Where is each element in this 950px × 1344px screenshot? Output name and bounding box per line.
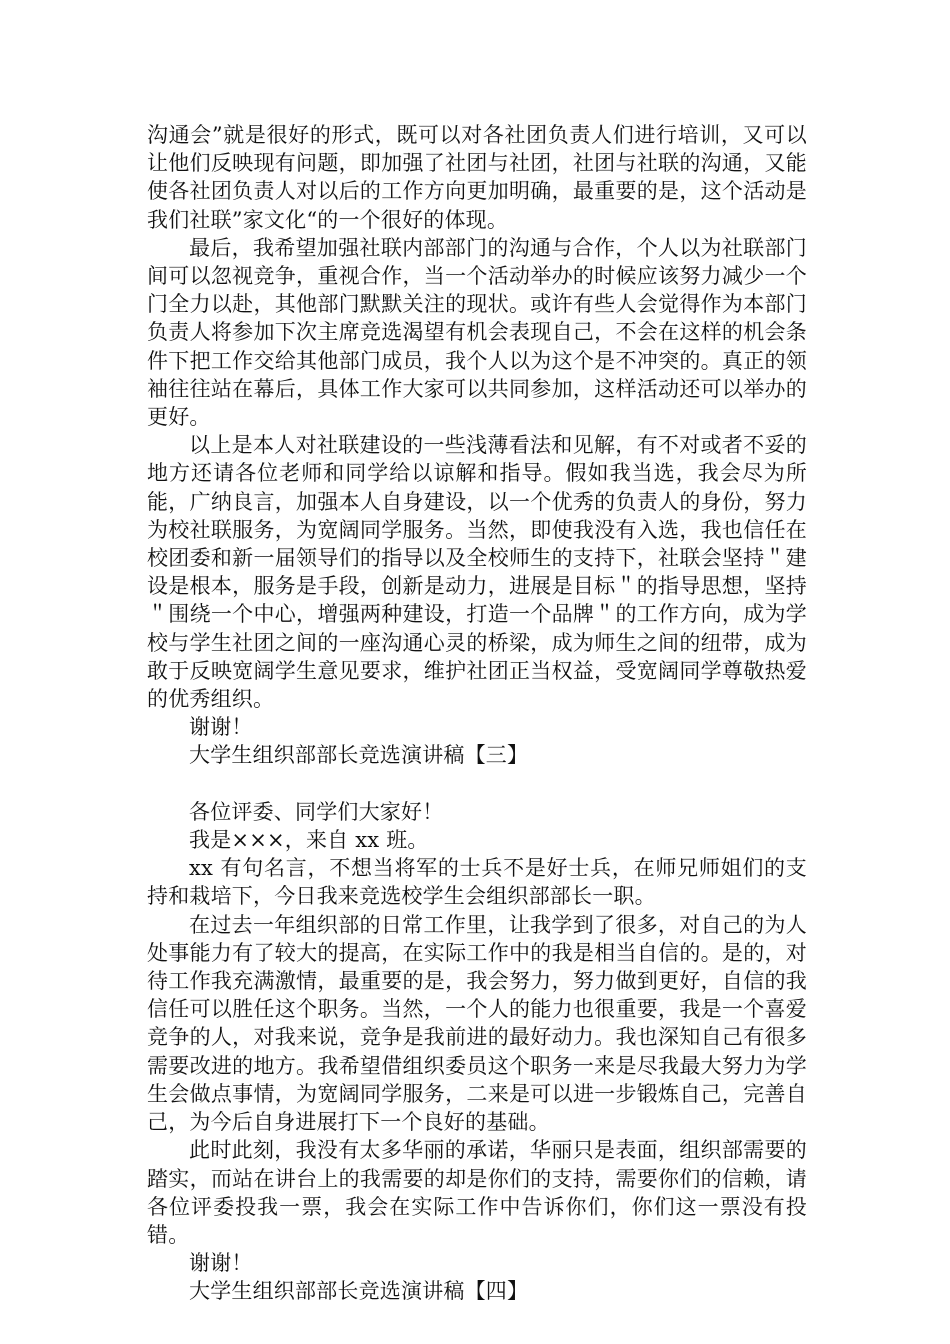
closing-thanks-1: 谢谢！ [189,715,253,740]
paragraph-3: 以上是本人对社联建设的一些浅薄看法和见解，有不对或者不妥的地方还请各位老师和同学给以谅解和指导。假如我当选，我会尽为所能，广纳良言，加强本人自身建设，以一个优秀的负责人的身份，努力为校社联服务，为宽阔同学服务。当然，即使我没有入选，我也信任在校团委和新一届领导们的指导以及全校师生的支持下，社联会坚持＂建设是根本，服务是手段，创新是动力，进展是目标＂的指导思想，坚持＂围绕一个中心，增强两种建设，打造一个品牌＂的工作方向，成为学校与学生社团之间的一座沟通心灵的桥梁，成为师生之间的纽带，成为敢于反映宽阔学生意见要求，维护社团正当权益，受宽阔同学尊敬热爱的优秀组织。 [147,433,807,712]
blank-line [147,770,807,798]
section-heading-3: 大学生组织部部长竞选演讲稿【三】 [189,743,529,768]
section-heading-4: 大学生组织部部长竞选演讲稿【四】 [189,1279,529,1304]
paragraph-appeal: 此时此刻，我没有太多华丽的承诺，华丽只是表面，组织部需要的踏实，而站在讲台上的我需要的却是你们的支持，需要你们的信赖，请各位评委投我一票，我会在实际工作中告诉你们，你们这一票没有投错。 [147,1138,807,1247]
document-body [147,121,807,1306]
paragraph-2: 最后，我希望加强社联内部部门的沟通与合作，个人以为社联部门间可以忽视竞争，重视合作，当一个活动举办的时候应该努力减少一个门全力以赴，其他部门默默关注的现状。或许有些人会觉得作为本部门负责人将参加下次主席竞选渴望有机会表现自己，不会在这样的机会条件下把工作交给其他部门成员，我个人以为这个是不冲突的。真正的领袖往往站在幕后，具体工作大家可以共同参加，这样活动还可以举办的更好。 [147,235,807,430]
closing-thanks-2: 谢谢！ [189,1251,253,1276]
self-introduction: 我是×××，来自 xx 班。 [189,828,429,853]
greeting: 各位评委、同学们大家好！ [189,799,444,824]
paragraph-motto: xx 有句名言，不想当将军的士兵不是好士兵，在师兄师姐们的支持和栽培下，今日我来竞选校学生会组织部部长一职。 [147,856,807,909]
paragraph-1: 沟通会”就是很好的形式，既可以对各社团负责人们进行培训，又可以让他们反映现有问题，即加强了社团与社团，社团与社联的沟通，又能使各社团负责人对以后的工作方向更加明确，最重要的是，这个活动是我们社联”家文化“的一个很好的体现。 [147,123,807,232]
paragraph-experience: 在过去一年组织部的日常工作里，让我学到了很多，对自己的为人处事能力有了较大的提高，在实际工作中的我是相当自信的。是的，对待工作我充满激情，最重要的是，我会努力，努力做到更好，自信的我信任可以胜任这个职务。当然，一个人的能力也很重要，我是一个喜爱竞争的人，对我来说，竞争是我前进的最好动力。我也深知自己有很多需要改进的地方。我希望借组织委员这个职务一来是尽我最大努力为学生会做点事情，为宽阔同学服务，二来是可以进一步锻炼自己，完善自己，为今后自身进展打下一个良好的基础。 [147,912,807,1135]
